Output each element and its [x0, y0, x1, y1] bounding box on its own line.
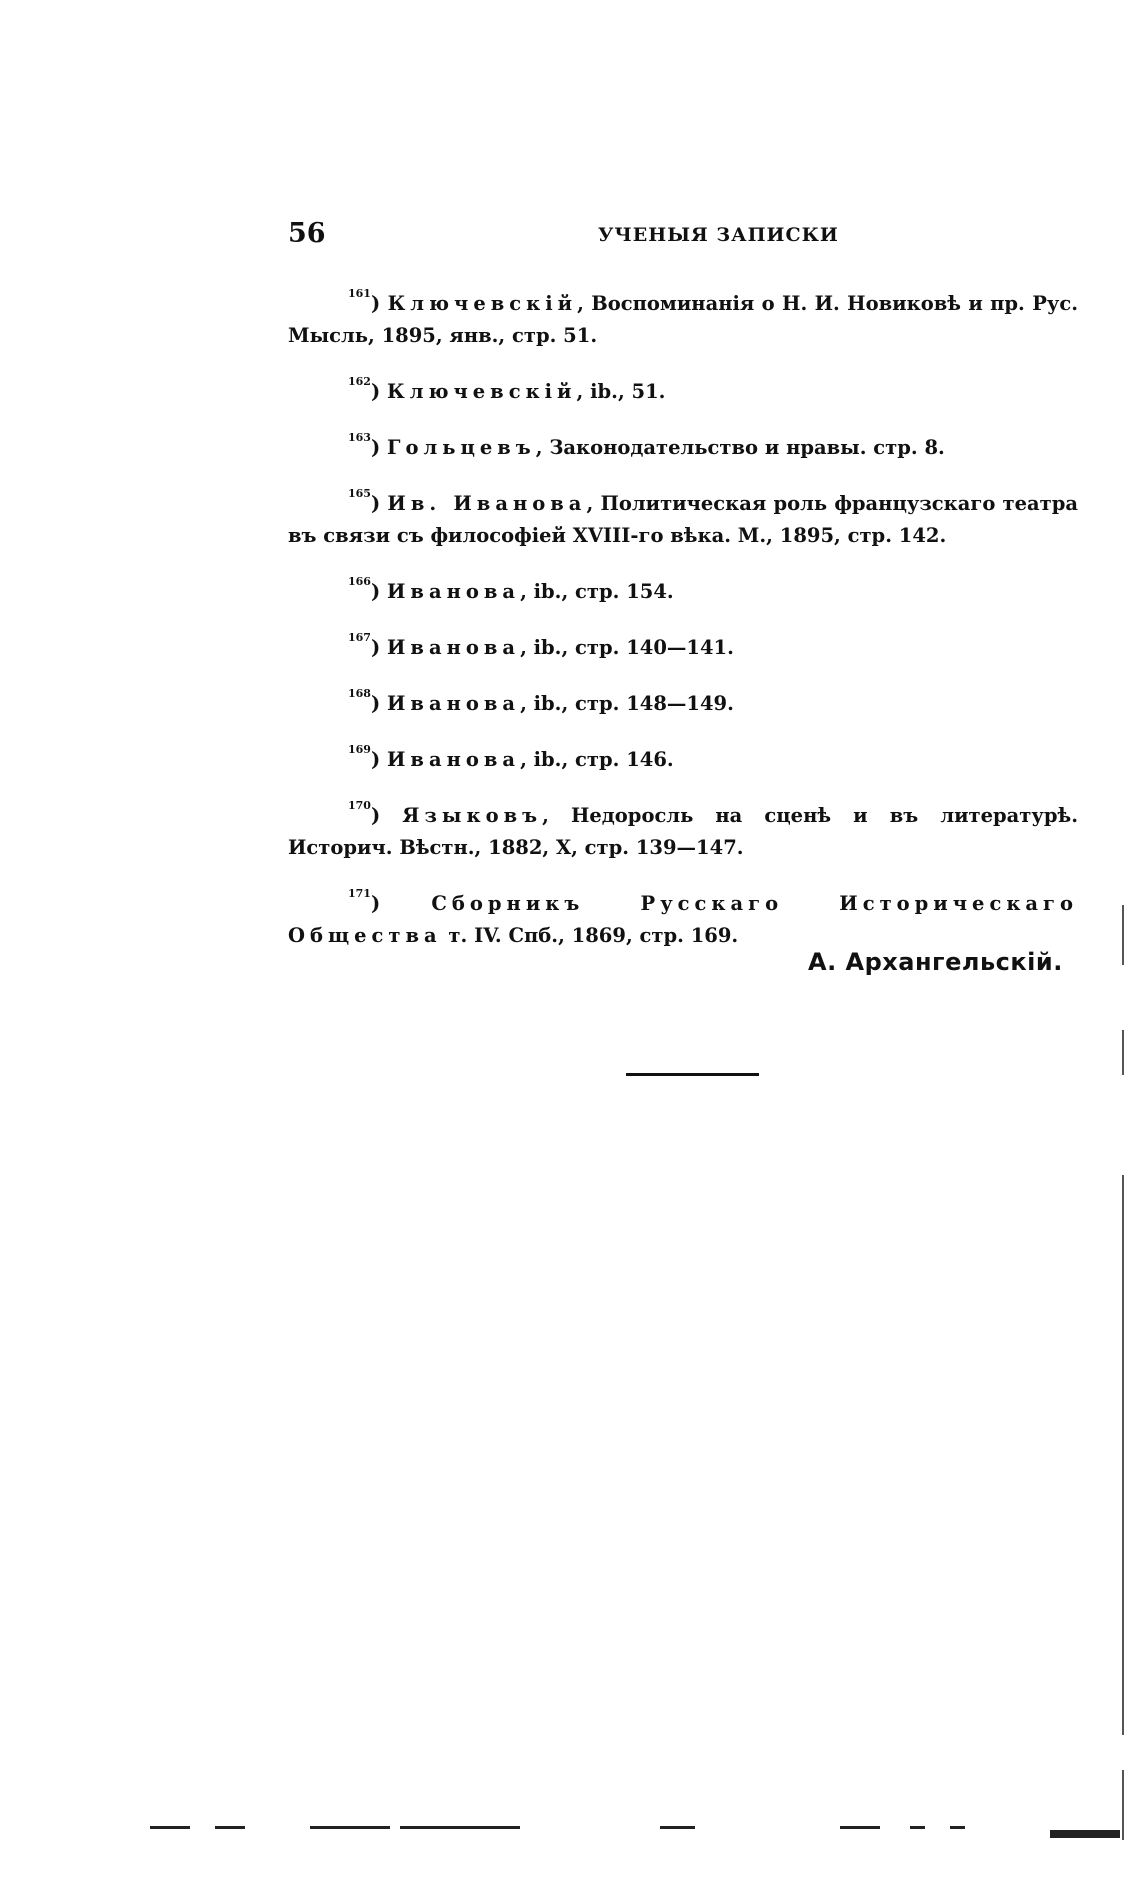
page-header	[288, 218, 1078, 258]
author-signature: А. Архангельскій.	[808, 948, 1063, 976]
footnote-text: , ib., стр. 140—141.	[520, 636, 734, 659]
scan-mark	[150, 1826, 190, 1829]
scan-edge-mark	[1122, 1030, 1124, 1075]
footnote-number: 169	[348, 743, 371, 756]
footnote-number: 167	[348, 631, 371, 644]
footnote-author: Языковъ	[402, 804, 543, 827]
footnote-number: 170	[348, 799, 371, 812]
footnote: $^{166}$) Иванова, ib., стр. 154.	[348, 575, 674, 603]
scan-mark	[910, 1826, 925, 1829]
scan-mark	[215, 1826, 245, 1829]
footnote-author: Ив. Иванова	[387, 492, 587, 515]
footnote-author: Ключевскій	[386, 380, 577, 403]
scan-mark	[1050, 1830, 1120, 1838]
footnote-text: , ib., стр. 148—149.	[520, 692, 734, 715]
footnote-author: Сборникъ Русскаго Историческаго Общества	[288, 892, 1078, 947]
scan-edge-mark	[1122, 1175, 1124, 1735]
scan-mark	[840, 1826, 880, 1829]
footnote-author: Иванова	[386, 748, 521, 771]
footnote-text: , Законодательство и нравы. стр. 8.	[535, 436, 945, 459]
footnote-author: Иванова	[386, 692, 521, 715]
footnotes-list	[288, 288, 1078, 976]
closing-rule	[626, 1073, 759, 1076]
footnote-number: 163	[348, 431, 371, 444]
footnote-author: Ключевскій	[387, 292, 578, 315]
footnote: $^{169}$) Иванова, ib., стр. 146.	[348, 743, 674, 771]
footnote-author: Иванова	[386, 636, 521, 659]
running-title: УЧЕНЫЯ ЗАПИСКИ	[598, 224, 839, 246]
scan-edge-mark	[1122, 905, 1124, 965]
footnote: $^{162}$) Ключевскій, ib., 51.	[348, 375, 666, 403]
scan-mark	[310, 1826, 390, 1829]
scan-mark	[400, 1826, 520, 1829]
footnote: $^{161}$) Ключевскій, Воспоминанія о Н. И. Новиковѣ и пр. Рус. Мысль, 1895, янв., стр. 51.	[288, 287, 1079, 347]
scan-mark	[660, 1826, 695, 1829]
footnote-text: , Политическая роль французскаго театра въ связи съ философіей XVIII-го вѣка. М., 1895, стр. 142.	[288, 492, 1079, 547]
footnote: $^{165}$) Ив. Иванова, Политическая роль французскаго театра въ связи съ философіей XVIII-го вѣка. М., 1895, стр. 142.	[288, 487, 1079, 547]
footnote-author: Гольцевъ	[386, 436, 536, 459]
scan-mark	[950, 1826, 965, 1829]
footnote: $^{171}$) Сборникъ Русскаго Историческаго Общества т. IV. Спб., 1869, стр. 169.	[288, 887, 1078, 947]
footnote: $^{170}$) Языковъ, Недоросль на сценѣ и въ литературѣ. Историч. Вѣстн., 1882, X, стр. 139—147.	[288, 799, 1079, 859]
footnote-text: , ib., стр. 146.	[520, 748, 674, 771]
footnote-number: 165	[348, 487, 371, 500]
page-number: 56	[288, 218, 326, 249]
footnote: $^{163}$) Гольцевъ, Законодательство и нравы. стр. 8.	[348, 431, 945, 459]
footnote: $^{168}$) Иванова, ib., стр. 148—149.	[348, 687, 734, 715]
footnote-text: т. IV. Спб., 1869, стр. 169.	[441, 924, 739, 947]
footnote-number: 162	[348, 375, 371, 388]
footnote-number: 161	[348, 287, 371, 300]
footnote-author: Иванова	[386, 580, 521, 603]
footnote-text: , Воспоминанія о Н. И. Новиковѣ и пр. Рус. Мысль, 1895, янв., стр. 51.	[288, 292, 1079, 347]
footnote-text: , Недоросль на сценѣ и въ литературѣ. Историч. Вѣстн., 1882, X, стр. 139—147.	[288, 804, 1079, 859]
scan-bottom-marks	[150, 1826, 1130, 1840]
footnote-text: , ib., стр. 154.	[520, 580, 674, 603]
footnote-number: 171	[348, 887, 371, 900]
footnote: $^{167}$) Иванова, ib., стр. 140—141.	[348, 631, 734, 659]
footnote-number: 166	[348, 575, 371, 588]
footnote-number: 168	[348, 687, 371, 700]
footnote-text: , ib., 51.	[576, 380, 666, 403]
